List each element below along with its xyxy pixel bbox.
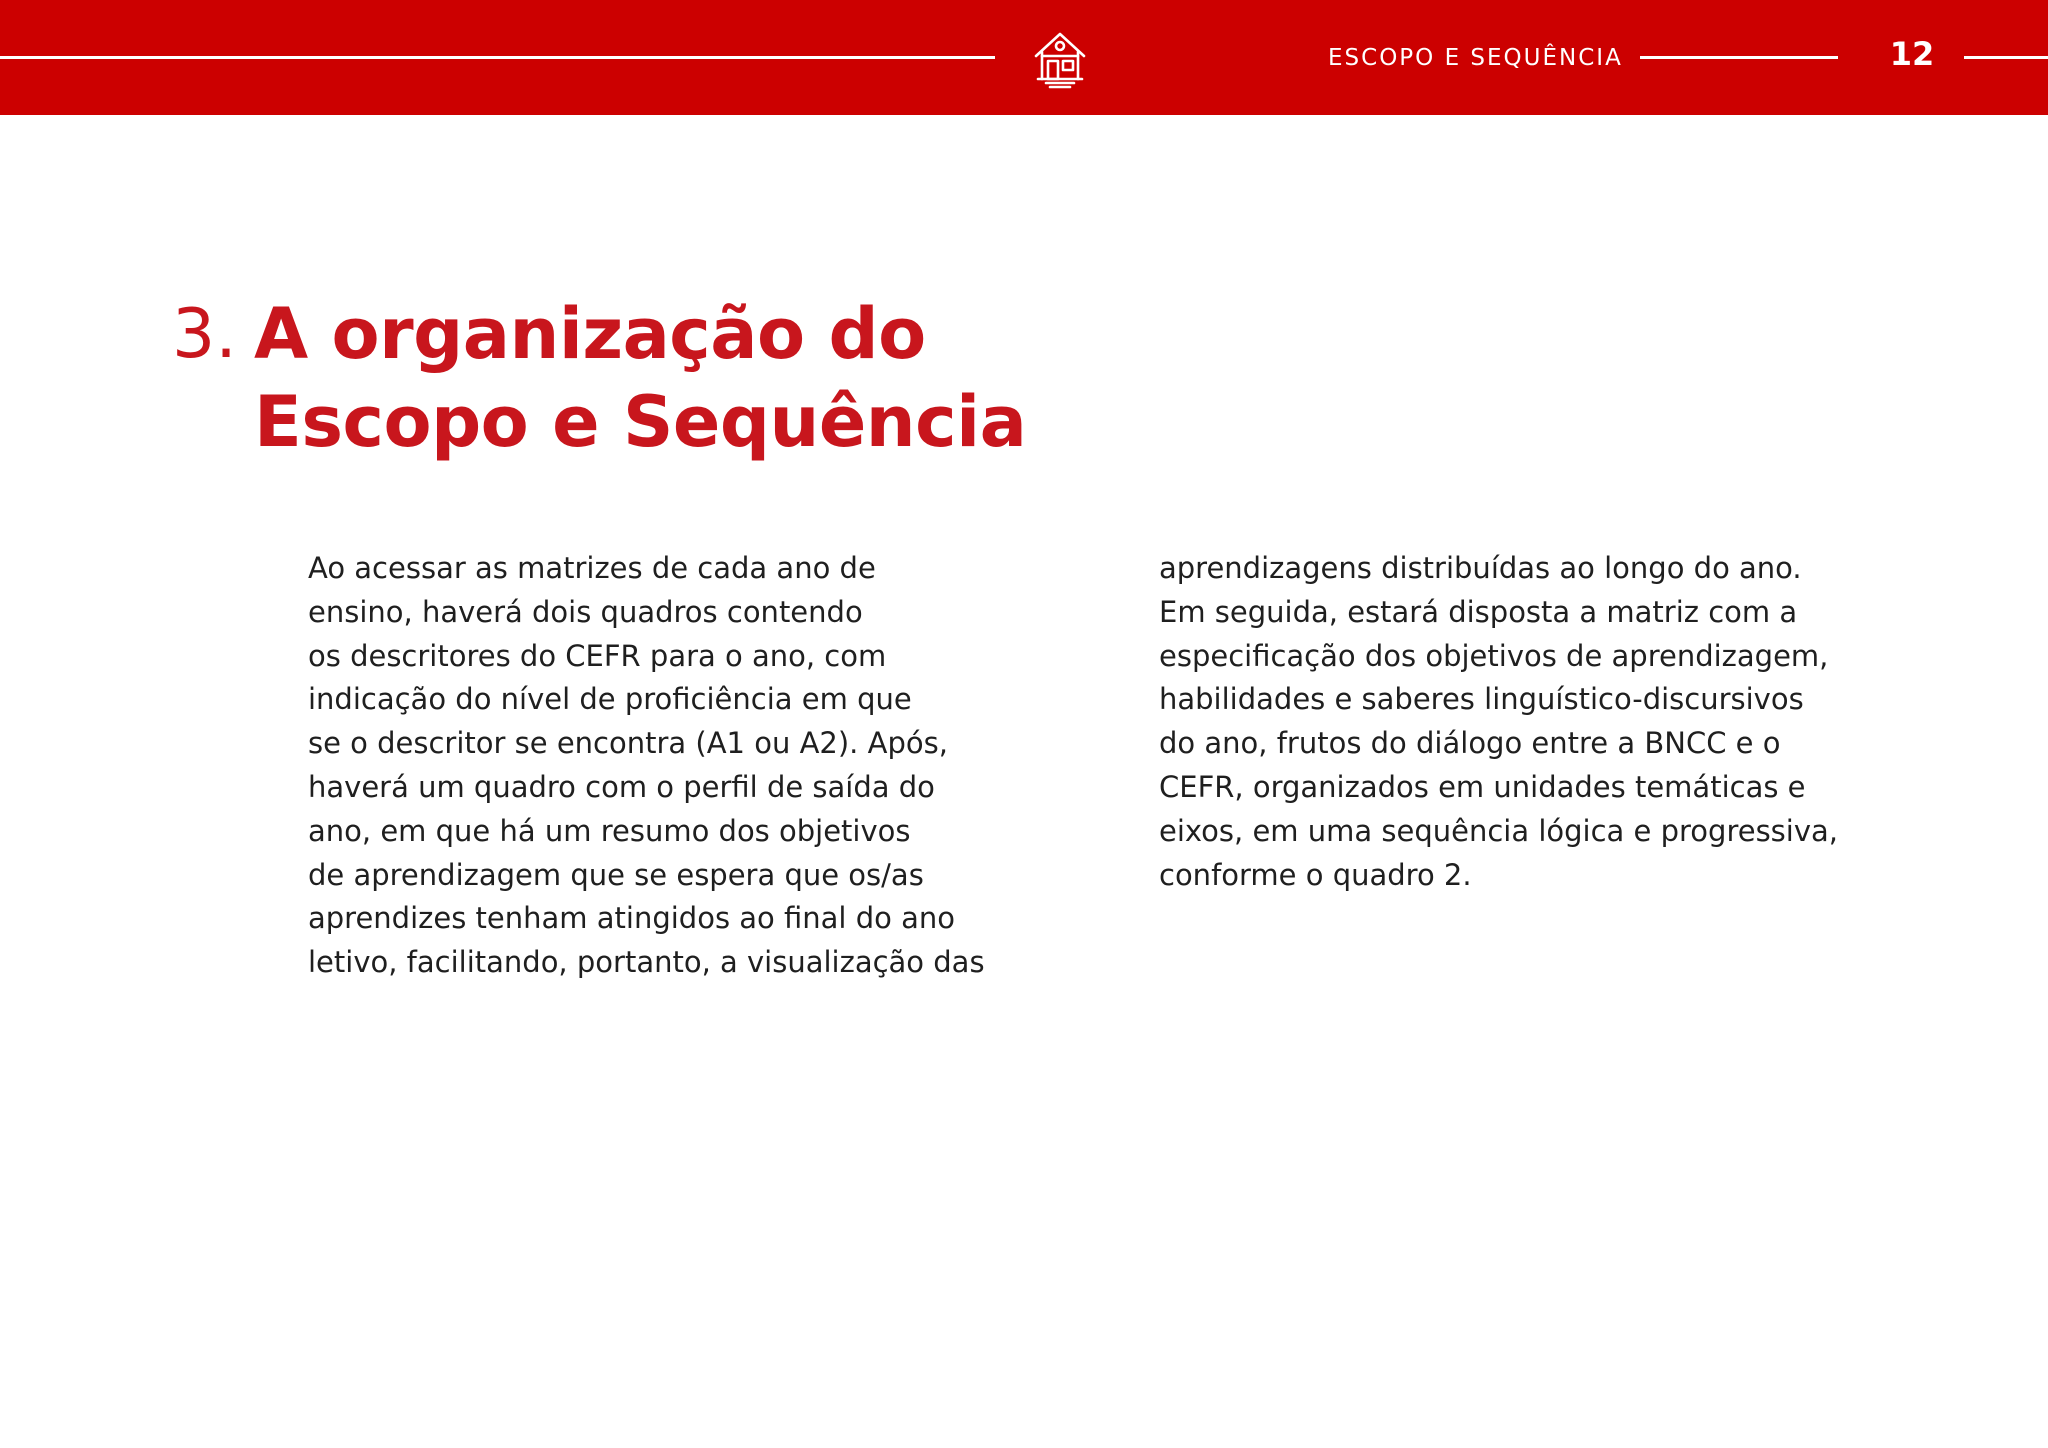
header-divider-middle — [1640, 56, 1838, 59]
body-line: aprendizagens distribuídas ao longo do ano. — [1159, 551, 1802, 585]
home-icon[interactable] — [1032, 29, 1088, 89]
body-column-right — [1159, 547, 1838, 897]
body-line: habilidades e saberes linguístico-discursivos — [1159, 682, 1804, 717]
body-line: eixos, em uma sequência lógica e progressiva, — [1159, 813, 1838, 848]
body-line: aprendizes tenham atingidos ao final do ano — [308, 901, 955, 936]
body-line: de aprendizagem que se espera que os/as — [308, 857, 924, 892]
body-line: os descritores do CEFR para o ano, com — [308, 638, 887, 673]
body-line: do ano, frutos do diálogo entre a BNCC e o — [1159, 726, 1781, 761]
body-line: ano, em que há um resumo dos objetivos — [308, 813, 911, 848]
body-line: CEFR, organizados em unidades temáticas e — [1159, 769, 1806, 804]
header-title: ESCOPO E SEQUÊNCIA — [1328, 45, 1623, 71]
body-line: indicação do nível de proficiência em que — [308, 682, 912, 717]
body-line: se o descritor se encontra (A1 ou A2). Após, — [308, 726, 948, 761]
body-line: Em seguida, estará disposta a matriz com a — [1159, 594, 1798, 629]
body-line: especificação dos objetivos de aprendizagem, — [1159, 638, 1829, 673]
section-title-line-1: A organização do — [254, 293, 926, 375]
section-title-line-2: Escopo e Sequência — [254, 381, 1027, 463]
header-divider-right — [1964, 56, 2048, 59]
body-line: conforme o quadro 2. — [1159, 857, 1472, 892]
page-number: 12 — [1889, 35, 1935, 73]
header-bar — [0, 0, 2048, 115]
header-divider-left — [0, 56, 995, 59]
body-line: haverá um quadro com o perfil de saída do — [308, 769, 935, 804]
body-line: Ao acessar as matrizes de cada ano de — [308, 551, 876, 585]
body-line: letivo, facilitando, portanto, a visualização das — [308, 945, 985, 980]
body-line: ensino, haverá dois quadros contendo — [308, 594, 863, 629]
section-number: 3. — [172, 295, 237, 374]
body-column-left — [308, 547, 985, 985]
section-title — [254, 290, 1054, 466]
